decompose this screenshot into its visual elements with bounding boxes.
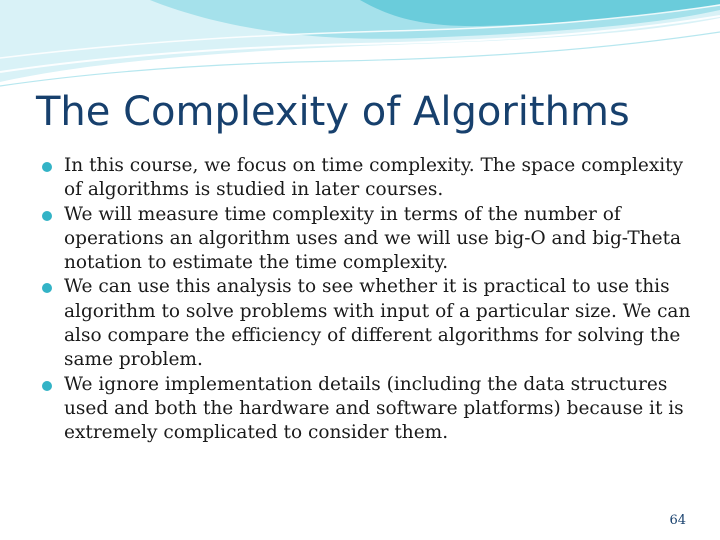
bullet-text: We can use this analysis to see whether it is practical to use this algorithm to solve problems with input of a particular size. We can also compare the efficiency of different algorithms for solving the same problem. — [64, 276, 691, 371]
bullet-icon — [42, 283, 52, 293]
bullet-text: We ignore implementation details (including the data structures used and both the hardware and software platforms) because it is extremely complicated to consider them. — [64, 373, 684, 444]
bullet-text: We will measure time complexity in terms of the number of operations an algorithm uses and we will use big-O and big-Theta notation to estimate the time complexity. — [64, 203, 682, 274]
bullet-item — [40, 373, 695, 446]
bullet-item — [40, 203, 695, 276]
bullet-item — [40, 154, 695, 203]
bullet-icon — [42, 211, 52, 221]
bullet-icon — [42, 381, 52, 391]
decorative-wave-header — [0, 0, 720, 90]
bullet-item — [40, 275, 695, 372]
bullet-icon — [42, 162, 52, 172]
slide-title: The Complexity of Algorithms — [36, 89, 630, 135]
bullet-text: In this course, we focus on time complexity. The space complexity of algorithms is studied in later courses. — [64, 155, 684, 201]
bullet-list — [40, 154, 695, 446]
page-number: 64 — [669, 513, 686, 528]
